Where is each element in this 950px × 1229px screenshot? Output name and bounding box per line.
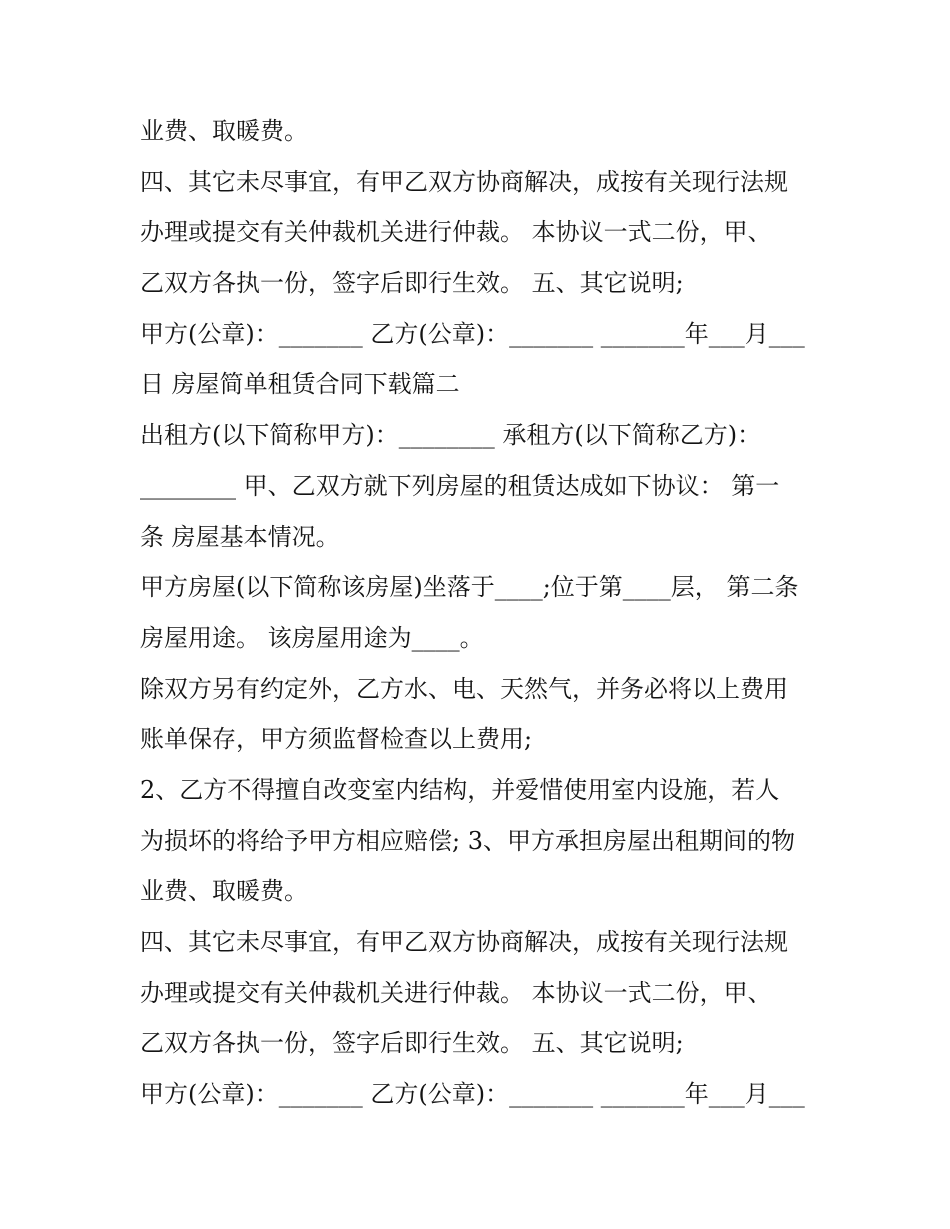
text-line: 甲方房屋(以下简称该房屋)坐落于____;位于第____层， 第二条 (140, 573, 799, 602)
parties-line: 出租方(以下简称甲方)：________ 承租方(以下简称乙方)： (140, 421, 762, 450)
text-line: 业费、取暖费。 (140, 877, 308, 906)
text-line: 四、其它未尽事宜，有甲乙双方协商解决，成按有关现行法规 (140, 928, 788, 956)
text-line: 2、乙方不得擅自改变室内结构，并爱惜使用室内设施，若人 (140, 775, 780, 804)
text-line: 办理或提交有关仲裁机关进行仲裁。 本协议一式二份，甲、 (140, 978, 772, 1007)
section-heading-line: 日 房屋简单租赁合同下载篇二 (140, 370, 460, 399)
signature-line: 甲方(公章)：_______ 乙方(公章)：_______ _______年___月___ (140, 1080, 805, 1109)
text-line: 四、其它未尽事宜，有甲乙双方协商解决，成按有关现行法规 (140, 167, 788, 196)
text-line: 业费、取暖费。 (140, 117, 308, 145)
text-line: 除双方另有约定外，乙方水、电、天然气，并务必将以上费用 (140, 674, 788, 703)
text-line: 乙双方各执一份，签字后即行生效。 五、其它说明; (140, 1029, 684, 1058)
text-line: 账单保存，甲方须监督检查以上费用; (140, 725, 533, 754)
text-line: 乙双方各执一份，签字后即行生效。 五、其它说明; (140, 269, 684, 298)
text-line: ________ 甲、乙双方就下列房屋的租赁达成如下协议： 第一 (140, 471, 780, 500)
signature-line: 甲方(公章)：_______ 乙方(公章)：_______ _______年___月___ (140, 319, 805, 348)
text-line: 为损坏的将给予甲方相应赔偿; 3、甲方承担房屋出租期间的物 (140, 826, 795, 855)
text-line: 办理或提交有关仲裁机关进行仲裁。 本协议一式二份，甲、 (140, 218, 772, 247)
text-line: 条 房屋基本情况。 (140, 522, 340, 551)
text-line: 房屋用途。 该房屋用途为____。 (140, 623, 484, 652)
document-body (140, 106, 830, 1120)
